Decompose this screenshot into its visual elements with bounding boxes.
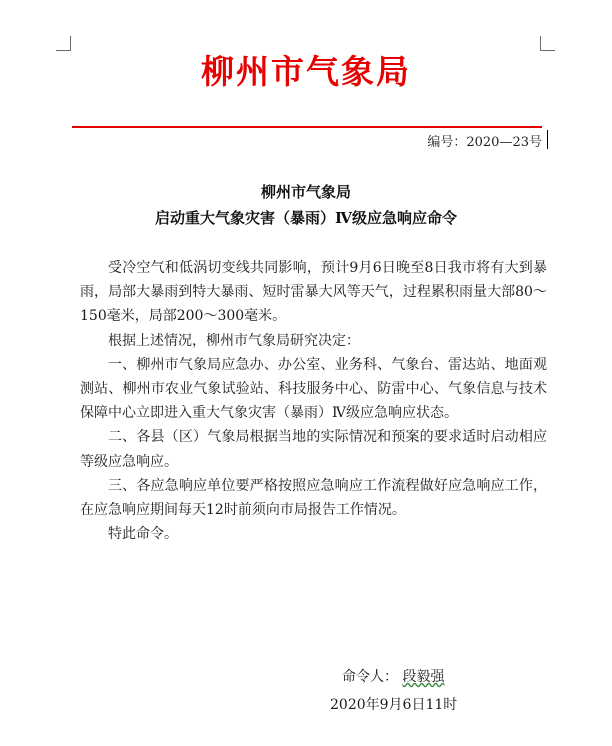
body-paragraph: 特此命令。 [108, 526, 178, 543]
body-paragraph: 一、柳州市气象局应急办、办公室、业务科、气象台、雷达站、地面观测站、柳州市农业气象试验站、科技服务中心、防雷中心、气象信息与技术保障中心立即进入重大气象灾害（暴雨）Ⅳ级应急响应状态。 [80, 356, 547, 422]
body-paragraph: 受冷空气和低涡切变线共同影响，预计9月6日晚至8日我市将有大到暴雨，局部大暴雨到特大暴雨、短时雷暴大风等天气，过程累积雨量大部80～150毫米，局部200～300毫米。 [80, 260, 547, 325]
signature-date: 2020年9月6日11时 [330, 697, 458, 713]
body-paragraph: 三、各应急响应单位要严格按照应急响应工作流程做好应急响应工作，在应急响应期间每天12时前须向市局报告工作情况。 [80, 477, 547, 519]
signer-label: 命令人： [342, 669, 398, 685]
doc-title-line2: 启动重大气象灾害（暴雨）Ⅳ级应急响应命令 [154, 209, 458, 227]
document-number: 编号：2020—23号 [427, 135, 542, 150]
letterhead-red-rule [72, 126, 542, 128]
doc-title-line1: 柳州市气象局 [260, 183, 351, 201]
document-body [80, 256, 547, 546]
text-cursor [547, 130, 548, 149]
letterhead-title: 柳州市气象局 [201, 52, 411, 91]
signer-name: 段毅强 [402, 669, 445, 685]
body-paragraph: 根据上述情况，柳州市气象局研究决定： [108, 332, 360, 349]
body-paragraph: 二、各县（区）气象局根据当地的实际情况和预案的要求适时启动相应等级应急响应。 [80, 429, 547, 470]
signer-line [342, 666, 444, 686]
